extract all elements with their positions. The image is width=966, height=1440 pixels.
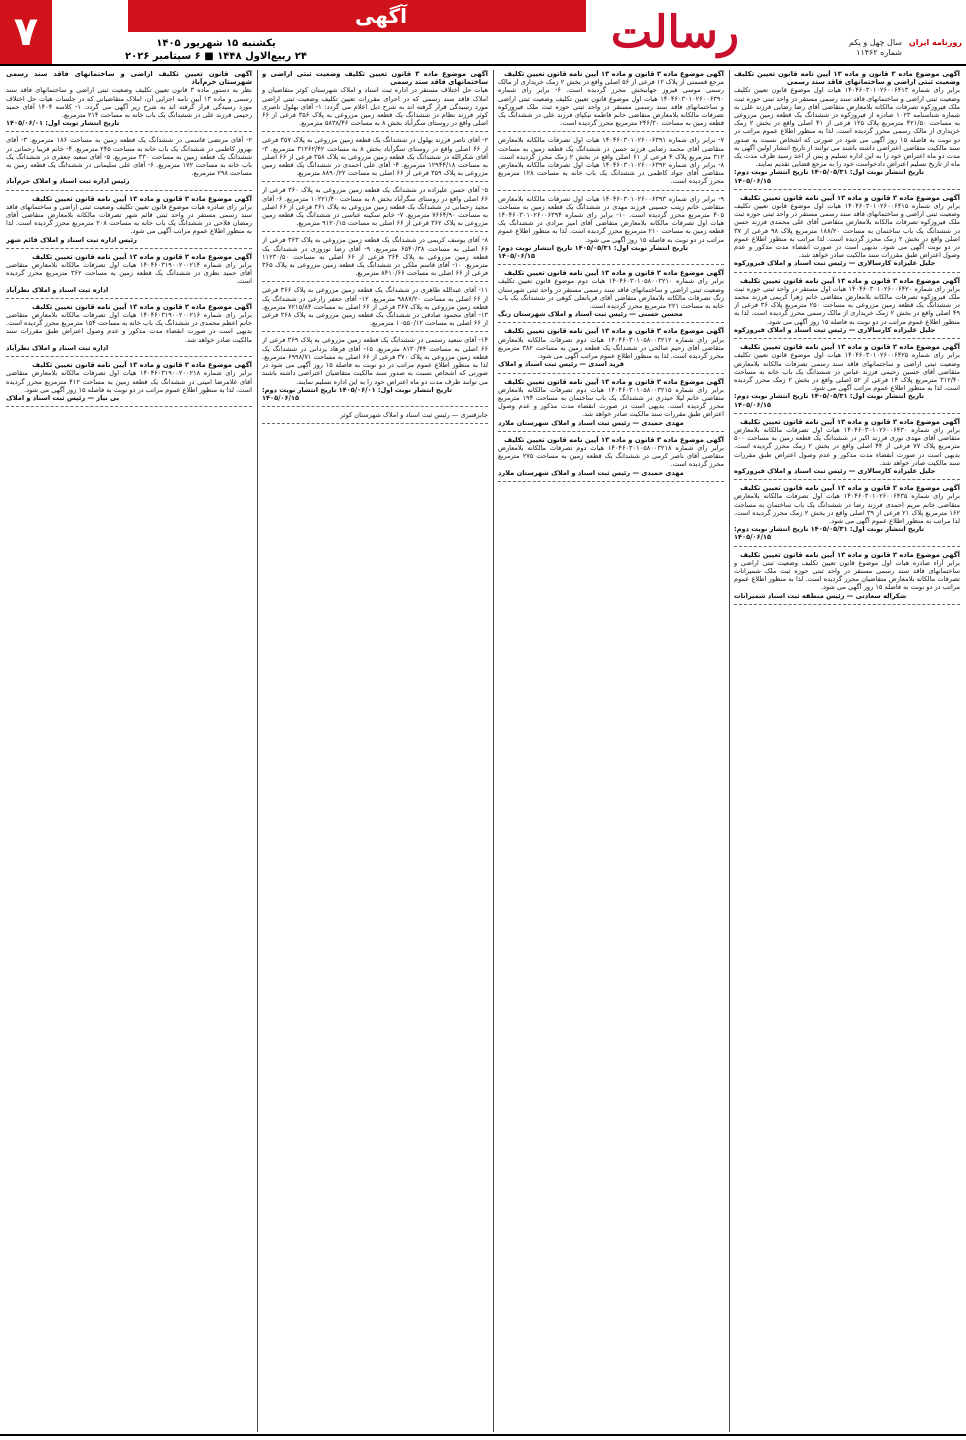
notice-title: آگهی موضوع ماده ۳ قانون و ماده ۱۳ آیین نامه قانون تعیین تکلیف bbox=[504, 377, 724, 386]
page-number: ۷ bbox=[0, 0, 52, 64]
notice-body: ۸- آقای یوسف کریمی در ششدانگ یک قطعه زمین مزروعی به پلاک ۳۶۳ فرعی از ۶۶ اصلی به مساحت ۶۵۴۰/۳۸ مترمربع. ۹- آقای رضا نوروزی در ششدانگ یک قطعه زمین مزروعی به پلاک ۳۶۴ فرعی از ۶۶ اصلی به مساحت ۱۱۲۳۰/۵۰ مترمربع. ۱۰- آقای قاسم ملکی در ششدانگ یک قطعه زمین مزروعی به پلاک ۳۶۵ فرعی از ۶۶ اصلی به مساحت ۸۴۱۰/۶۶ مترمربع. bbox=[262, 236, 488, 278]
notice-body: ۷- برابر رای شماره ۱۴۰۴۶۰۳۰۱۰۲۶۰۰۶۳۹۱ هیات اول تصرفات مالکانه بلامعارض متقاضی آقای محمد رضایی فرزند حسن در ششدانگ یک قطعه زمین به مساحت ۳۱۲ مترمربع پلاک ۴ فرعی از ۶۱ اصلی واقع در بخش ۲ زمک محرز گردیده است. ۸- برابر رای شماره ۱۴۰۴۶۰۳۰۱۰۲۶۰۰۶۳۹۲ هیات اول تصرفات مالکانه بلامعارض متقاضی آقای جواد کاظمی در ششدانگ یک باب خانه به مساحت ۱۲۸ مترمربع محرز گردیده است. bbox=[498, 136, 724, 186]
notice-separator bbox=[262, 331, 488, 332]
notice-body: برابر رای شماره ۱۴۰۴۶۰۳۰۱۰۲۶۰۰۶۴۲۵ هیات اول موضوع قانون تعیین تکلیف وضعیت ثبتی اراضی و ساختمانهای فاقد سند رسمی تصرفات مالکانه بلامعارض متقاضی آقای حسین رحیمی فرزند عباس در ششدانگ یک باب خانه به مساحت ۳۱۲/۴۰ مترمربع پلاک ۱۴ فرعی از ۵۲ اصلی واقع در بخش ۲ زمک محرز گردیده است. لذا به منظور اطلاع عموم مراتب آگهی می شود. bbox=[734, 351, 960, 393]
notice-signature: تاریخ انتشار نوبت اول: ۱۴۰۵/۰۵/۳۱ تاریخ انتشار نوبت دوم: ۱۴۰۵/۰۶/۱۵ bbox=[498, 243, 688, 261]
notice-separator bbox=[734, 189, 960, 190]
notice bbox=[262, 236, 488, 277]
notice-body: برابر رای شماره ۱۴۰۴۶۰۳۰۱۰۲۶۰۰۶۴۱۳ هیات اول موضوع قانون تعیین تکلیف وضعیت ثبتی اراضی و ساختمانهای فاقد سند رسمی مستقر در واحد ثبتی حوزه ثبت ملک فیروزکوه تصرفات مالکانه بلامعارض متقاضی آقای رضا رضایی فرزند علی به شماره شناسنامه ۱۰۲۳ صادره از فیروزکوه در ششدانگ یک قطعه زمین مزروعی به مساحت ۴۲۱/۵۰ مترمربع پلاک ۱۲۵ فرعی از ۴۱ اصلی واقع در بخش ۲ زمک خریداری از مالک رسمی محرز گردیده است. لذا به منظور اطلاع عموم مراتب در دو نوبت به فاصله ۱۵ روز آگهی می شود در صورتی که اشخاص نسبت به صدور سند مالکیت متقاضی اعتراضی داشته باشند می توانند از تاریخ انتشار اولین آگهی به مدت دو ماه اعتراض خود را به این اداره تسلیم و پس از اخذ رسید ظرف مدت یک ماه از تاریخ تسلیم اعتراض دادخواست خود را به مرجع قضایی تقدیم نمایند. bbox=[734, 86, 960, 169]
notice bbox=[262, 286, 488, 327]
column-2 bbox=[498, 70, 724, 1432]
notice-title: آگهی موضوع ماده ۳ قانون و ماده ۱۳ آیین نامه قانون تعیین تکلیف bbox=[740, 193, 960, 202]
notice-title: آگهی موضوع ماده ۳ قانون و ماده ۱۳ آیین نامه قانون تعیین تکلیف bbox=[740, 276, 960, 285]
issue-meta bbox=[802, 38, 902, 58]
notice-title: آگهی قانون تعیین تکلیف اراضی و ساختمانهای فاقد سند رسمی شهرستان خرم‌آباد bbox=[6, 70, 252, 87]
notice bbox=[6, 303, 252, 352]
notice-separator bbox=[734, 272, 960, 273]
date-hijri-gregorian: ۲۴ ربیع‌الاول ۱۴۴۸ ■ ۶ سپتامبر ۲۰۲۶ bbox=[125, 51, 307, 62]
notice bbox=[734, 551, 960, 600]
notice-separator bbox=[734, 338, 960, 339]
notice-signature: جلیل علیزاده کارسالاری — رئیس ثبت اسناد و املاک فیروزکوه bbox=[734, 325, 936, 334]
notice-separator bbox=[498, 322, 724, 323]
notice-separator bbox=[498, 373, 724, 374]
notice-signature: رئیس اداره ثبت اسناد و املاک خرم‌آباد bbox=[6, 177, 130, 186]
issue-year: سال چهل و یکم bbox=[848, 38, 902, 47]
notice bbox=[6, 253, 252, 294]
notice-signature: رئیس اداره ثبت اسناد و املاک قائم شهر bbox=[6, 235, 137, 244]
masthead-rule bbox=[0, 64, 966, 66]
notice bbox=[262, 186, 488, 227]
notice-separator bbox=[498, 131, 724, 132]
notice-body: ۲- آقای مرتضی قاسمی در ششدانگ یک قطعه زمین به مساحت ۱۸۶ مترمربع. ۳- آقای بهروز کاظمی در ششدانگ یک باب خانه به مساحت ۲۴۵ مترمربع. ۴- خانم فریبا رحمانی در ششدانگ یک قطعه زمین به مساحت ۳۳۰ مترمربع. ۵- آقای سعید جعفری در ششدانگ یک باب خانه به مساحت ۱۷۲ مترمربع. ۶- آقای علی سلیمانی در ششدانگ یک قطعه زمین به مساحت ۲۹۸ مترمربع. bbox=[6, 136, 252, 178]
column-divider bbox=[729, 70, 730, 1432]
notice-signature: فرید اسدی — رئیس ثبت اسناد و املاک bbox=[498, 360, 624, 369]
notice bbox=[6, 136, 252, 185]
notice bbox=[734, 343, 960, 409]
notice-signature: تاریخ انتشار نوبت اول: ۱۴۰۵/۰۶/۰۱ تاریخ انتشار نوبت دوم: ۱۴۰۵/۰۶/۱۵ bbox=[262, 385, 452, 402]
notice-body: برابر رای صادره هیات موضوع قانون تعیین تکلیف وضعیت ثبتی اراضی و ساختمانهای فاقد سند رسمی مستقر در واحد ثبتی قائم شهر تصرفات مالکانه بلامعارض متقاضی آقای رمضان فلاحی در ششدانگ یک باب خانه به مساحت ۲۰۸ مترمربع محرز گردیده است. لذا به منظور اطلاع عموم مراتب آگهی می شود. bbox=[6, 202, 252, 236]
notice-title: آگهی موضوع ماده ۳ قانون و ماده ۱۳ آیین نامه قانون تعیین تکلیف bbox=[504, 269, 724, 278]
notice bbox=[498, 136, 724, 185]
notice-title: آگهی موضوع ماده ۳ قانون و ماده ۱۳ آیین نامه قانون تعیین تکلیف bbox=[32, 361, 252, 370]
notice-signature: تاریخ انتشار نوبت اول: ۱۴۰۵/۰۶/۰۱ bbox=[6, 119, 120, 128]
notice-body: برابر رای شماره ۱۴۰۴۶۰۳۰۱۰۲۶۰۰۶۴۳۰ هیات اول تصرفات مالکانه بلامعارض متقاضی آقای مهدی نوری فرزند اکبر در ششدانگ یک قطعه زمین به مساحت ۵۰۰ مترمربع پلاک ۷۷ فرعی از ۴۴ اصلی واقع در بخش ۲ زمک محرز گردیده است. بدیهی است در صورت انقضاء مدت مذکور و عدم وصول اعتراض طبق مقررات سند مالکیت صادر خواهد شد. bbox=[734, 425, 960, 467]
notice-signature: تاریخ انتشار نوبت اول: ۱۴۰۵/۰۵/۳۱ تاریخ انتشار نوبت دوم: ۱۴۰۵/۰۶/۱۵ bbox=[734, 525, 924, 542]
notice-signature: جلیل علیزاده کارسالاری — رئیس ثبت اسناد و املاک فیروزکوه bbox=[734, 259, 936, 268]
notice-body: هیات حل اختلاف مستقر در اداره ثبت اسناد و املاک شهرستان کوثر متقاضیان و املاک فاقد سند رسمی که در اجرای مقررات تعیین تکلیف وضعیت ثبتی اراضی مورد رسیدگی قرار گرفته اند به شرح ذیل اعلام می گردد: ۱- آقای بهلول ناصری کوثر فرزند نظام در ششدانگ یک قطعه زمین مزروعی به پلاک ۳۵۶ فرعی از ۶۶ اصلی واقع در روستای سگرآباد بخش ۸ به مساحت ۵۸۳۸/۴۶ مترمربع. bbox=[262, 86, 488, 128]
column-divider bbox=[257, 70, 258, 1432]
notice bbox=[498, 378, 724, 427]
notice-body: برابر رای شماره ۱۴۰۴۶۰۳۱۹۰۰۲۰۰۲۱۶ هیات اول تصرفات مالکانه بلامعارض متقاضی خانم اعظم محمدی در ششدانگ یک باب خانه به مساحت ۱۵۴ مترمربع محرز گردیده است. بدیهی است در صورت انقضاء مدت مذکور و عدم وصول اعتراض طبق مقررات سند مالکیت صادر خواهد شد. bbox=[6, 311, 252, 344]
notice-separator bbox=[262, 181, 488, 182]
notice-separator bbox=[734, 604, 960, 605]
notice-body: برابر رای شماره ۱۴۰۴۶۰۳۰۱۰۵۸۰۰۳۲۱۵ هیات دوم تصرفات مالکانه بلامعارض متقاضی خانم لیلا حیدری در ششدانگ یک باب ساختمان به مساحت ۱۹۴ مترمربع محرز گردیده است. بدیهی است در صورت انقضاء مدت مذکور و عدم وصول اعتراض طبق مقررات سند مالکیت صادر خواهد شد. bbox=[498, 385, 724, 419]
notice bbox=[498, 436, 724, 477]
notice bbox=[734, 418, 960, 475]
notice-title: آگهی موضوع ماده ۳ قانون و ماده ۱۳ آیین نامه قانون تعیین تکلیف bbox=[740, 550, 960, 559]
notice-separator bbox=[262, 423, 488, 424]
notice-separator bbox=[6, 248, 252, 249]
notice-body: برابر رای شماره ۱۴۰۴۶۰۳۰۱۰۲۶۰۰۶۴۲۰ هیات اول مستقر در واحد ثبتی حوزه ثبت ملک فیروزکوه تصرفات مالکانه بلامعارض متقاضی خانم زهرا کریمی فرزند محمد در ششدانگ یک قطعه زمین مزروعی به مساحت ۲۵۰ مترمربع پلاک ۳۶ فرعی از ۴۹ اصلی واقع در بخش ۲ زمک خریداری از مالک رسمی محرز گردیده است. لذا به منظور اطلاع عموم مراتب در دو نوبت به فاصله ۱۵ روز آگهی می شود. bbox=[734, 284, 960, 326]
notice bbox=[498, 269, 724, 318]
notice-separator bbox=[262, 131, 488, 132]
masthead bbox=[0, 0, 966, 66]
notice-body: برابر رای شماره ۱۴۰۴۶۰۳۰۱۰۲۶۰۰۶۴۳۵ هیات اول تصرفات مالکانه بلامعارض متقاضی خانم مریم احمدی فرزند رضا در ششدانگ یک باب ساختمان به مساحت ۱۶۲ مترمربع پلاک ۲۱ فرعی از ۳۹ اصلی واقع در بخش ۲ زمک محرز گردیده است. لذا مراتب به منظور اطلاع عموم آگهی می شود. bbox=[734, 492, 960, 525]
notice-signature: مهدی حمیدی — رئیس ثبت اسناد و املاک شهرستان ملارد bbox=[498, 418, 684, 427]
notice-body: ۲- آقای ناصر فرزند بهلول در ششدانگ یک قطعه زمین مزروعی به پلاک ۳۵۷ فرعی از ۶۶ اصلی واقع در روستای سگرآباد بخش ۸ به مساحت ۳۱۲۶۲/۴۲ مترمربع. ۳- آقای شکرالله در ششدانگ یک قطعه زمین مزروعی به پلاک ۳۵۸ فرعی از ۶۶ اصلی به مساحت ۱۲۹۴۴/۱۸ مترمربع. ۴- آقای علی احمدی در ششدانگ یک قطعه زمین مزروعی به پلاک ۳۵۹ فرعی از ۶۶ اصلی به مساحت ۸۸۹۰/۲۲ مترمربع. bbox=[262, 136, 488, 178]
notice-title: آگهی موضوع ماده ۳ قانون و ماده ۱۳ آیین نامه قانون تعیین تکلیف bbox=[740, 484, 960, 493]
notice-separator bbox=[734, 413, 960, 414]
notice bbox=[734, 70, 960, 185]
notice-separator bbox=[498, 264, 724, 265]
column-3 bbox=[262, 70, 488, 1432]
notice bbox=[6, 70, 252, 127]
notice-separator bbox=[498, 190, 724, 191]
notice-separator bbox=[6, 298, 252, 299]
banner-tail bbox=[128, 0, 176, 32]
notice bbox=[734, 194, 960, 268]
notice-signature: شکراله سعادتی — رئیس منطقه ثبت اسناد شمیرانات bbox=[734, 591, 907, 600]
notice bbox=[734, 484, 960, 541]
notice bbox=[262, 70, 488, 127]
newspaper-logo: رسالت bbox=[610, 7, 740, 58]
notice-separator bbox=[734, 546, 960, 547]
notice-signature: محسن حسنی — رئیس ثبت اسناد و املاک شهرستان زنگ bbox=[498, 310, 683, 319]
notice-signature: تاریخ انتشار نوبت اول: ۱۴۰۵/۰۵/۳۱ تاریخ انتشار نوبت دوم: ۱۴۰۵/۰۶/۱۵ bbox=[734, 168, 924, 185]
notice-title: آگهی موضوع ماده ۳ قانون و ماده ۱۳ آیین نامه قانون تعیین تکلیف وضعیت ثبتی اراضی و ساختمانهای فاقد سند رسمی bbox=[734, 70, 960, 87]
notice-title: آگهی موضوع ماده ۳ قانون و ماده ۱۳ آیین نامه قانون تعیین تکلیف bbox=[504, 435, 724, 444]
notice-signature: اداره ثبت اسناد و املاک نظرآباد bbox=[6, 285, 109, 294]
notice-separator bbox=[498, 481, 724, 482]
notice-title: آگهی موضوع ماده ۳ قانون و ماده ۱۳ آیین نامه قانون تعیین تکلیف bbox=[740, 417, 960, 426]
notice-signature: جلیل علیزاده کارسالاری — رئیس ثبت اسناد و املاک فیروزکوه bbox=[734, 466, 936, 475]
notice bbox=[6, 195, 252, 244]
notice-body: جابرقنبری — رئیس ثبت اسناد و املاک شهرستان کوثر bbox=[340, 411, 488, 420]
notice-separator bbox=[498, 431, 724, 432]
date-persian: یکشنبه ۱۵ شهریور ۱۴۰۵ bbox=[156, 38, 276, 49]
notice-body: برابر رای شماره ۱۴۰۴۶۰۳۰۱۰۵۸۰۰۳۲۱۰ هیات دوم موضوع قانون تعیین تکلیف وضعیت ثبتی اراضی و ساختمانهای فاقد سند رسمی مستقر در واحد ثبتی شهرستان زنگ تصرفات مالکانه بلامعارض متقاضی آقای قربانعلی کوهی در ششدانگ یک باب خانه به مساحت ۲۲۱ مترمربع محرز گردیده است. bbox=[498, 277, 724, 311]
notice-body: برابر رای شماره ۱۴۰۴۶۰۳۰۱۰۵۸۰۰۳۲۱۲ هیات دوم تصرفات مالکانه بلامعارض متقاضی آقای رحیم صالحی در ششدانگ یک قطعه زمین به مساحت ۳۸۲ مترمربع محرز گردیده است. لذا به منظور اطلاع عموم مراتب آگهی می شود. bbox=[498, 335, 724, 361]
notice-body: ۵- آقای حسن علیزاده در ششدانگ یک قطعه زمین مزروعی به پلاک ۳۶۰ فرعی از ۶۶ اصلی واقع در روستای سگرآباد بخش ۸ به مساحت ۱۰۲۲۱/۴۰ مترمربع. ۶- آقای مجید رحمانی در ششدانگ یک قطعه زمین مزروعی به پلاک ۳۶۱ فرعی از ۶۶ اصلی به مساحت ۷۶۶۴/۹۰ مترمربع. ۷- خانم سکینه عباسی در ششدانگ یک قطعه زمین مزروعی به پلاک ۳۶۲ فرعی از ۶۶ اصلی به مساحت ۹۱۲۰/۱۵ مترمربع. bbox=[262, 186, 488, 228]
column-1 bbox=[734, 70, 960, 1432]
notice-title: آگهی موضوع ماده ۳ قانون و ماده ۱۳ آیین نامه قانون تعیین تکلیف bbox=[32, 252, 252, 261]
section-title: آگهی bbox=[176, 0, 586, 32]
notice bbox=[262, 336, 488, 402]
notice-body: برابر رای شماره ۱۴۰۴۶۰۳۰۱۰۵۸۰۰۳۲۱۸ هیات دوم تصرفات مالکانه بلامعارض متقاضی آقای ناصر کرمی در ششدانگ یک قطعه زمین به مساحت ۲۷۵ مترمربع محرز گردیده است. bbox=[498, 443, 724, 469]
notice-body: ۱۴- آقای سعید رستمی در ششدانگ یک قطعه زمین مزروعی به پلاک ۳۶۹ فرعی از ۶۶ اصلی به مساحت ۸۱۳۰/۴۴ مترمربع. ۱۵- آقای فرهاد یزدانی در ششدانگ یک قطعه زمین مزروعی به پلاک ۳۷۰ فرعی از ۶۶ اصلی به مساحت ۶۹۹۸/۷۱ مترمربع. لذا به منظور اطلاع عموم مراتب در دو نوبت به فاصله ۱۵ روز آگهی می شود در صورتی که اشخاص نسبت به صدور سند مالکیت متقاضیان اعتراضی داشته باشند می توانند ظرف مدت دو ماه اعتراض خود را به این اداره تسلیم نمایند. bbox=[262, 336, 488, 386]
notice-title: آگهی موضوع ماده ۳ قانون و ماده ۱۳ آیین نامه قانون تعیین تکلیف bbox=[740, 343, 960, 352]
notice bbox=[734, 277, 960, 334]
brand-small: روزنامه ایران bbox=[908, 38, 962, 47]
notice-title: آگهی موضوع ماده ۳ قانون و ماده ۱۳ آیین نامه قانون تعیین تکلیف bbox=[32, 194, 252, 203]
notice-body: برابر رای شماره ۱۴۰۴۶۰۳۱۹۰۰۲۰۰۲۱۴ هیات اول تصرفات مالکانه بلامعارض متقاضی آقای حمید نظری در ششدانگ یک قطعه زمین به مساحت ۳۶۲ مترمربع محرز گردیده است. bbox=[6, 261, 252, 286]
notice-title: آگهی موضوع ماده ۳ قانون تعیین تکلیف وضعیت ثبتی اراضی و ساختمانهای فاقد سند رسمی bbox=[262, 70, 488, 87]
notice-title: آگهی موضوع ماده ۳ قانون و ماده ۱۳ آیین نامه قانون تعیین تکلیف bbox=[504, 327, 724, 336]
notice-separator bbox=[262, 281, 488, 282]
notice bbox=[498, 195, 724, 261]
notice-signature: بی نیاز — رئیس ثبت اسناد و املاک bbox=[6, 393, 120, 402]
notice-body: ۹- برابر رای شماره ۱۴۰۴۶۰۳۰۱۰۲۶۰۰۶۳۹۳ هیات اول تصرفات مالکانه بلامعارض متقاضی خانم زینب حسینی فرزند مهدی در ششدانگ یک قطعه زمین به مساحت ۴۰۵ مترمربع محرز گردیده است. ۱۰- برابر رای شماره ۱۴۰۴۶۰۳۰۱۰۲۶۰۰۶۳۹۴ هیات اول تصرفات مالکانه بلامعارض متقاضی آقای امیر مرادی در ششدانگ یک قطعه زمین به مساحت ۲۱۰ مترمربع محرز گردیده است. لذا به منظور اطلاع عموم مراتب در دو نوبت به فاصله ۱۵ روز آگهی می شود. bbox=[498, 194, 724, 244]
notice-separator bbox=[6, 356, 252, 357]
notice-signature: تاریخ انتشار نوبت اول: ۱۴۰۵/۰۵/۳۱ تاریخ انتشار نوبت دوم: ۱۴۰۵/۰۶/۱۵ bbox=[734, 392, 924, 409]
notice-body: برابر رای شماره ۱۴۰۴۶۰۳۱۹۰۰۲۰۰۲۱۸ هیات اول تصرفات مالکانه بلامعارض متقاضی آقای غلامرضا امینی در ششدانگ یک قطعه زمین به مساحت ۴۱۲ مترمربع محرز گردیده است. لذا به منظور اطلاع عموم مراتب در دو نوبت به فاصله ۱۵ روز آگهی می شود. bbox=[6, 369, 252, 394]
notice-title: آگهی موضوع ماده ۳ قانون و ماده ۱۳ آیین نامه قانون تعیین تکلیف bbox=[32, 302, 252, 311]
notice-body: مرجع قسمتی از پلاک ۱۲ فرعی از ۵۶ اصلی واقع در بخش ۲ زمک خریداری از مالک رسمی موسی فیروز جهانبخش محرز گردیده است. ۶- برابر رای شماره ۱۴۰۴۶۰۳۰۱۰۲۶۰۰۶۳۹۰ هیات اول موضوع قانون تعیین تکلیف وضعیت ثبتی اراضی و ساختمانهای فاقد سند رسمی مستقر در واحد ثبتی حوزه ثبت ملک فیروزکوه تصرفات مالکانه بلامعارض متقاضی خانم فاطمه نیکپای فرزند علی در ششدانگ یک قطعه زمین به مساحت ۲۴۶/۳۰ مترمربع محرز گردیده است. bbox=[498, 78, 724, 128]
column-divider bbox=[493, 70, 494, 1432]
notice-signature: اداره ثبت اسناد و املاک نظرآباد bbox=[6, 343, 109, 352]
notice-body: ۱۱- آقای عبدالله طاهری در ششدانگ یک قطعه زمین مزروعی به پلاک ۳۶۶ فرعی از ۶۶ اصلی به مساحت ۹۸۸۷/۲۰ مترمربع. ۱۲- آقای جعفر زارعی در ششدانگ یک قطعه زمین مزروعی به پلاک ۳۶۷ فرعی از ۶۶ اصلی به مساحت ۷۲۱۵/۸۴ مترمربع. ۱۳- آقای محمود صادقی در ششدانگ یک قطعه زمین مزروعی به پلاک ۳۶۸ فرعی از ۶۶ اصلی به مساحت ۱۰۵۵۰/۱۲ مترمربع. bbox=[262, 286, 488, 328]
issue-number: شماره ۱۱۴۶۲ bbox=[856, 48, 902, 57]
column-4 bbox=[6, 70, 252, 1432]
notice-title: آگهی موضوع ماده ۳ قانون و ماده ۱۳ آیین نامه قانون تعیین تکلیف bbox=[504, 70, 724, 78]
footer-rule bbox=[0, 1434, 966, 1436]
notice-body: برابر رای شماره ۱۴۰۴۶۰۳۰۱۰۲۶۰۰۶۴۱۵ هیات اول موضوع قانون تعیین تکلیف وضعیت ثبتی اراضی و ساختمانهای فاقد سند رسمی مستقر در واحد ثبتی حوزه ثبت ملک فیروزکوه تصرفات مالکانه بلامعارض متقاضی آقای علی محمدی فرزند حسن در ششدانگ یک باب ساختمان به مساحت ۱۸۸/۲۰ مترمربع پلاک ۹۸ فرعی از ۳۷ اصلی واقع در بخش ۲ زمک محرز گردیده است. لذا مراتب به منظور اطلاع عموم در دو نوبت آگهی می شود. بدیهی است در صورت انقضاء مدت مذکور و عدم وصول اعتراض طبق مقررات سند مالکیت صادر خواهد شد. bbox=[734, 202, 960, 260]
notice-separator bbox=[262, 231, 488, 232]
notice bbox=[498, 70, 724, 127]
notice-separator bbox=[734, 479, 960, 480]
notice bbox=[498, 327, 724, 368]
notice bbox=[262, 136, 488, 177]
notice bbox=[262, 411, 488, 419]
notice bbox=[6, 361, 252, 402]
notice-separator bbox=[6, 131, 252, 132]
notice-separator bbox=[6, 406, 252, 407]
notice-signature: مهدی حمیدی — رئیس ثبت اسناد و املاک شهرستان ملارد bbox=[498, 468, 684, 477]
notice-separator bbox=[262, 406, 488, 407]
notice-body: برابر آراء صادره هیات اول موضوع قانون تعیین تکلیف وضعیت ثبتی اراضی و ساختمانهای فاقد سند رسمی مستقر در واحد ثبتی حوزه ثبت ملک شمیرانات تصرفات مالکانه بلامعارض متقاضیان محرز گردیده است. لذا به منظور اطلاع عموم مراتب در دو نوبت به فاصله ۱۵ روز آگهی می شود. bbox=[734, 558, 960, 592]
notice-body: نظر به دستور ماده ۳ قانون تعیین تکلیف وضعیت ثبتی اراضی و ساختمانهای فاقد سند رسمی و ماده ۱۳ آیین نامه اجرایی آن، املاک متقاضیانی که در جلسات هیات حل اختلاف مورد رسیدگی قرار گرفته اند به شرح زیر آگهی می گردد. ۱- کلاسه ۱۴۰۴ آقای حمید رحیمی فرزند علی در ششدانگ یک باب خانه به مساحت ۲۱۴ مترمربع. bbox=[6, 86, 252, 120]
notice-separator bbox=[6, 190, 252, 191]
